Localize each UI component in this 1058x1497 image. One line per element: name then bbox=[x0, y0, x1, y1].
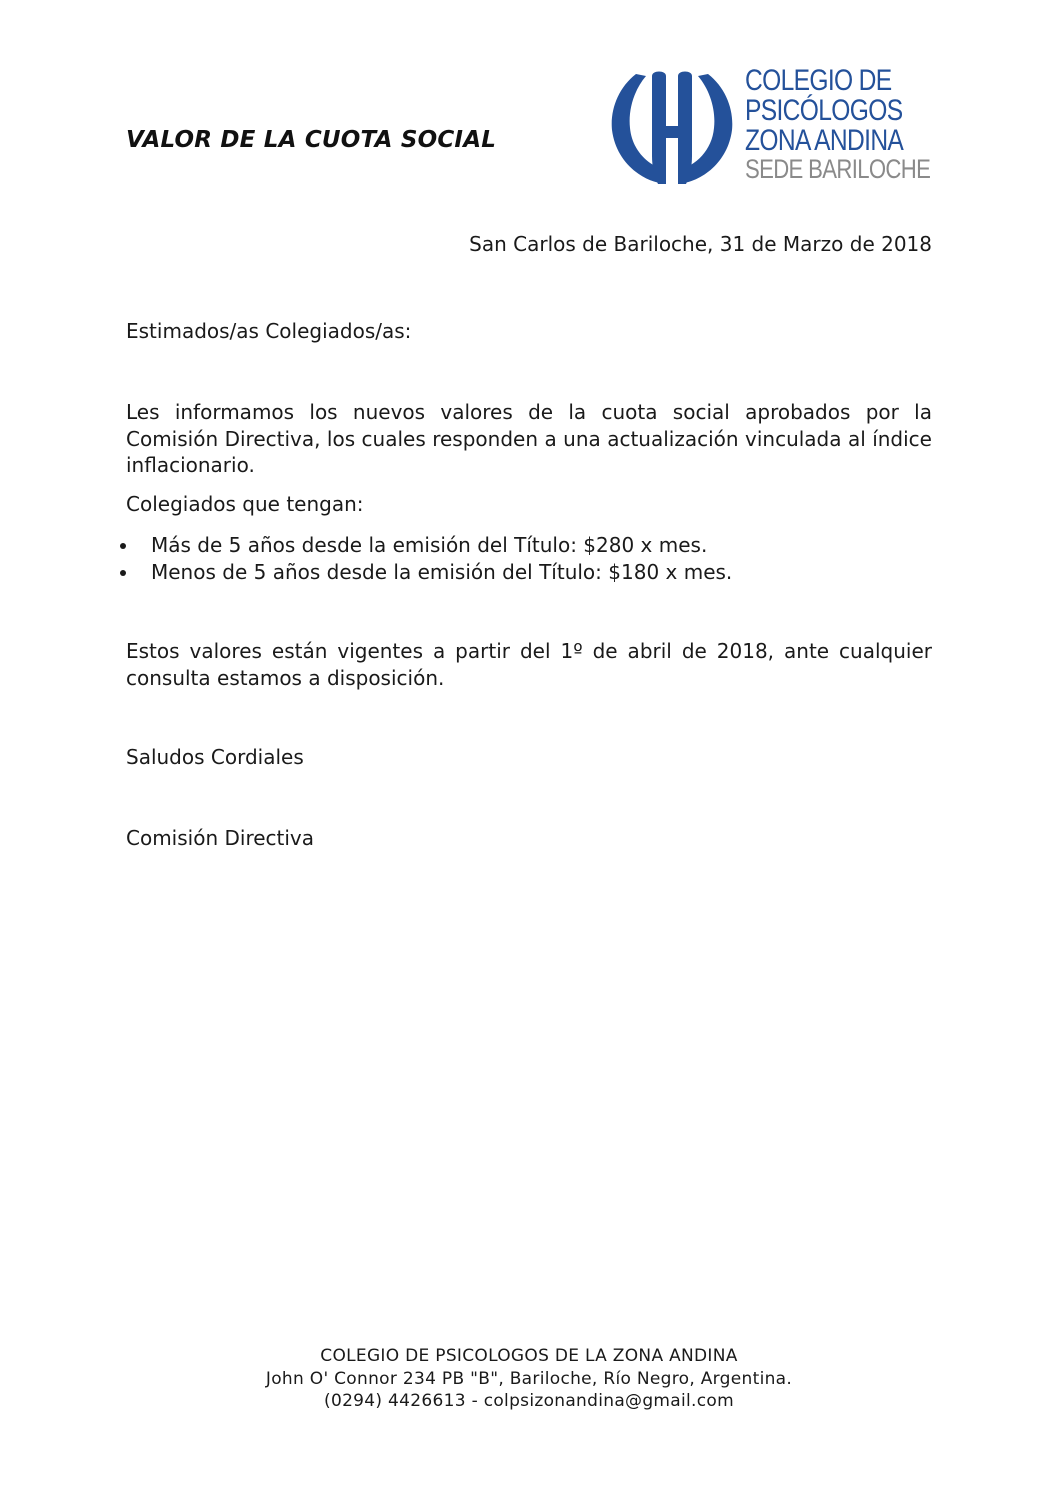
logo-line-4: SEDE BARILOCHE bbox=[745, 154, 931, 184]
body-paragraph-1: Les informamos los nuevos valores de la cuota social aprobados por la Comisión Directiva, los cuales responden a una actualización vinculada al índice inflacionario. bbox=[126, 400, 932, 477]
list-item bbox=[0, 559, 932, 586]
footer-organization: COLEGIO DE PSICOLOGOS DE LA ZONA ANDINA bbox=[320, 1346, 738, 1366]
salutation: Estimados/as Colegiados/as: bbox=[126, 319, 412, 343]
list-item-text: Menos de 5 años desde la emisión del Título: $180 x mes. bbox=[151, 559, 733, 584]
footer-contact: (0294) 4426613 - colpsizonandina@gmail.com bbox=[324, 1391, 734, 1411]
bullet-icon bbox=[120, 543, 126, 549]
logo-wordmark bbox=[745, 66, 971, 183]
bullet-icon bbox=[120, 570, 126, 576]
psi-symbol-icon bbox=[608, 66, 733, 191]
list-lead: Colegiados que tengan: bbox=[126, 492, 364, 516]
logo-line-3: ZONA ANDINA bbox=[745, 124, 904, 157]
body-paragraph-2: Estos valores están vigentes a partir del 1º de abril de 2018, ante cualquier consulta estamos a disposición. bbox=[126, 639, 932, 690]
footer-address: John O' Connor 234 PB "B", Bariloche, Río Negro, Argentina. bbox=[265, 1368, 793, 1389]
footer bbox=[0, 1345, 1058, 1413]
date-line: San Carlos de Bariloche, 31 de Marzo de 2018 bbox=[469, 232, 932, 256]
list-item bbox=[0, 532, 932, 559]
logo-line-1: COLEGIO DE bbox=[745, 64, 892, 97]
logo-line-2: PSICÓLOGOS bbox=[745, 94, 903, 127]
document-title: VALOR DE LA CUOTA SOCIAL bbox=[126, 127, 497, 153]
signature: Comisión Directiva bbox=[126, 826, 315, 850]
closing: Saludos Cordiales bbox=[126, 745, 304, 769]
organization-logo bbox=[608, 64, 931, 191]
list-item-text: Más de 5 años desde la emisión del Título: $280 x mes. bbox=[151, 533, 708, 557]
fee-list bbox=[0, 532, 932, 585]
